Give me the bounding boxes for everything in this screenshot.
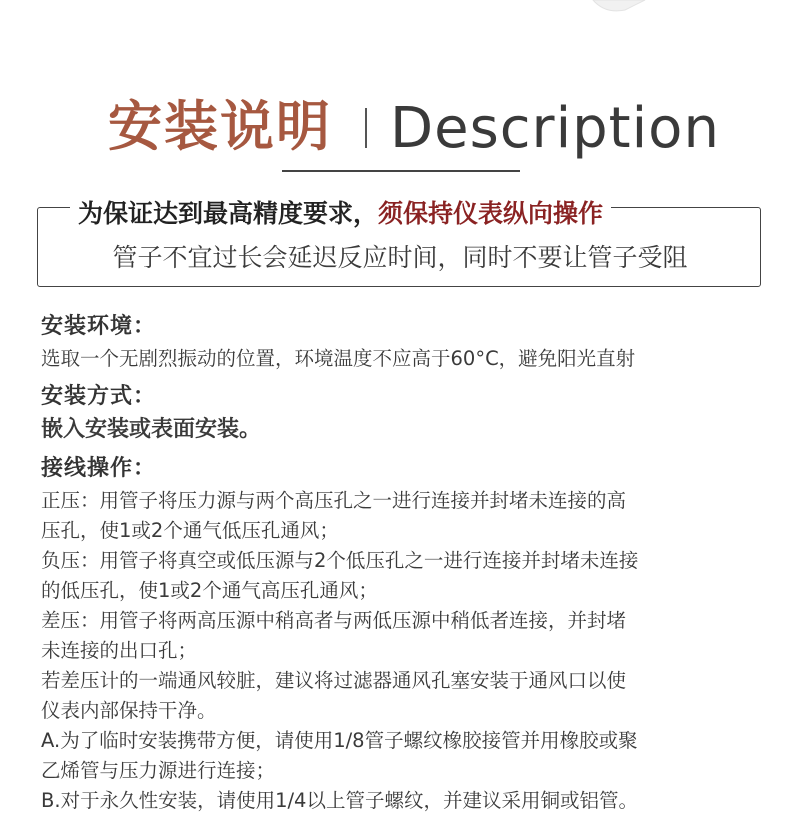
notice-headline-plain: 为保证达到最高精度要求， xyxy=(78,199,379,228)
wiring-line: 的低压孔，使1或2个通气高压孔通风； xyxy=(41,579,378,602)
wiring-line: 压孔，使1或2个通气低压孔通风； xyxy=(41,519,339,542)
section-header xyxy=(0,88,800,168)
wiring-line: 乙烯管与压力源进行连接； xyxy=(41,759,276,782)
wiring-line: A.为了临时安装携带方便，请使用1/8管子螺纹橡胶接管并用橡胶或聚 xyxy=(41,729,638,752)
instruction-content xyxy=(41,310,761,816)
notice-headline-highlight: 须保持仪表纵向操作 xyxy=(378,199,604,228)
wiring-line: 正压：用管子将压力源与两个高压孔之一进行连接并封堵未连接的高 xyxy=(41,489,627,512)
notice-headline xyxy=(70,194,611,234)
environment-text: 选取一个无剧烈振动的位置，环境温度不应高于60°C，避免阳光直射 xyxy=(41,347,636,370)
environment-title: 安装环境： xyxy=(41,314,157,339)
decorative-product-edge xyxy=(585,0,665,16)
wiring-line: 若差压计的一端通风较脏，建议将过滤器通风孔塞安装于通风口以使 xyxy=(41,669,627,692)
page-title-english: Description xyxy=(390,96,720,161)
notice-subline: 管子不宜过长会延迟反应时间，同时不要让管子受阻 xyxy=(112,243,688,272)
page-title-chinese: 安装说明 xyxy=(108,95,332,158)
wiring-line: 差压：用管子将两高压源中稍高者与两低压源中稍低者连接，并封堵 xyxy=(41,609,627,632)
wiring-line: 仪表内部保持干净。 xyxy=(41,699,217,722)
wiring-title: 接线操作： xyxy=(41,456,157,481)
method-text: 嵌入安装或表面安装。 xyxy=(41,417,262,442)
title-divider xyxy=(365,108,367,148)
wiring-line: 未连接的出口孔； xyxy=(41,639,198,662)
wiring-line: B.对于永久性安装，请使用1/4以上管子螺纹，并建议采用铜或铝管。 xyxy=(41,789,638,812)
wiring-line: 负压：用管子将真空或低压源与2个低压孔之一进行连接并封堵未连接 xyxy=(41,549,639,572)
method-title: 安装方式： xyxy=(41,384,157,409)
title-underline xyxy=(282,170,520,172)
